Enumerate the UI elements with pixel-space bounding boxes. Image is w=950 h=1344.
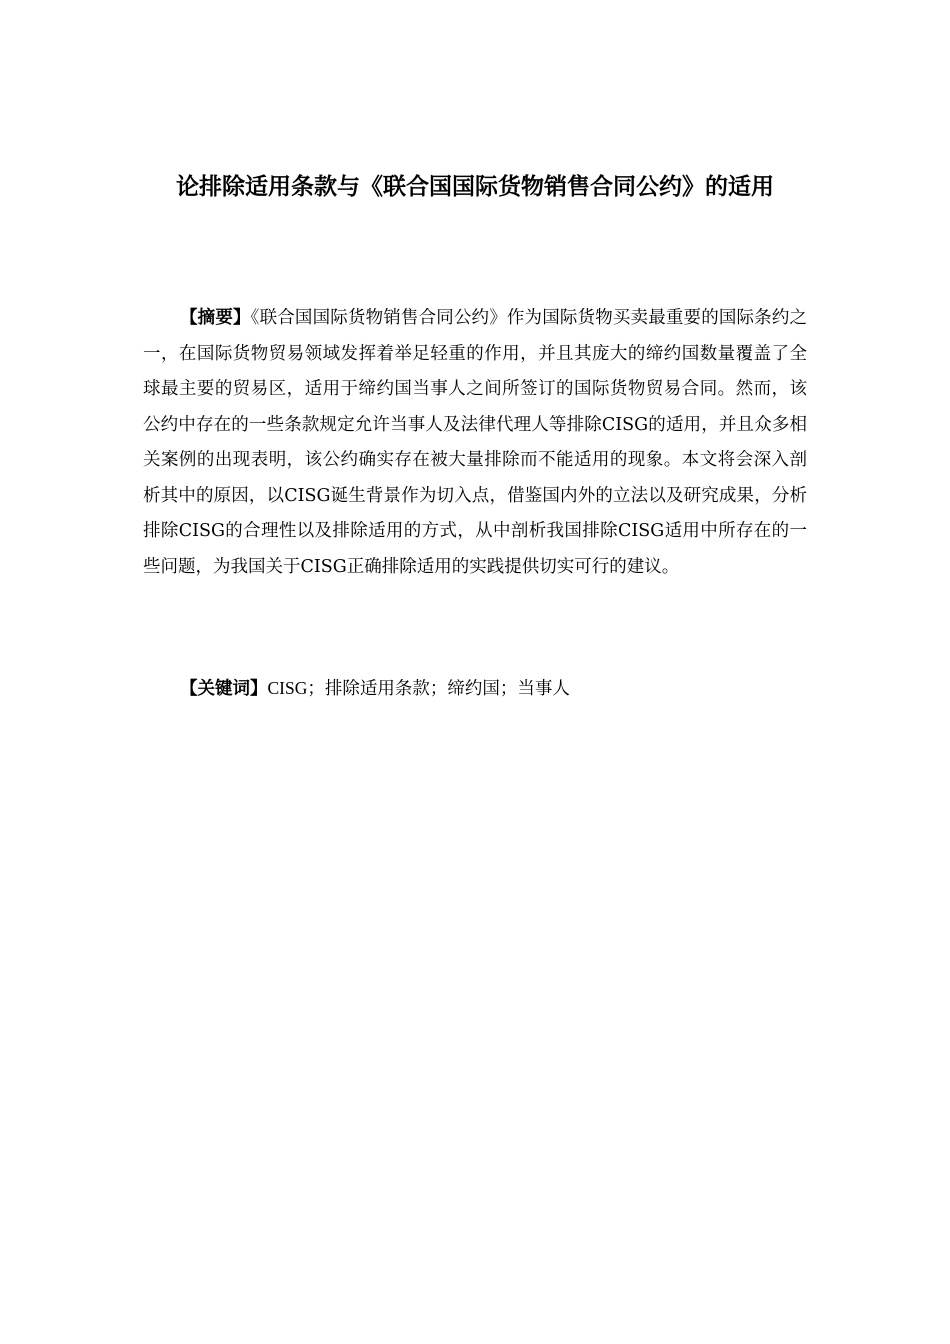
abstract-paragraph [143,301,807,585]
keywords-label: 【关键词】 [180,679,268,699]
keywords-paragraph [143,671,807,707]
abstract-text: 《联合国国际货物销售合同公约》作为国际货物买卖最重要的国际条约之一，在国际货物贸易领域发挥着举足轻重的作用，并且其庞大的缔约国数量覆盖了全球最主要的贸易区，适用于缔约国当事人之间所签订的国际货物贸易合同。然而，该公约中存在的一些条款规定允许当事人及法律代理人等排除CISG的适用，并且众多相关案例的出现表明，该公约确实存在被大量排除而不能适用的现象。本文将会深入剖析其中的原因，以CISG诞生背景作为切入点，借鉴国内外的立法以及研究成果，分析排除CISG的合理性以及排除适用的方式，从中剖析我国排除CISG适用中所存在的一些问题，为我国关于CISG正确排除适用的实践提供切实可行的建议。 [143,308,808,577]
keywords-text: CISG；排除适用条款；缔约国；当事人 [267,678,570,698]
document-title: 论排除适用条款与《联合国国际货物销售合同公约》的适用 [176,174,774,200]
abstract-label: 【摘要】 [180,308,251,328]
